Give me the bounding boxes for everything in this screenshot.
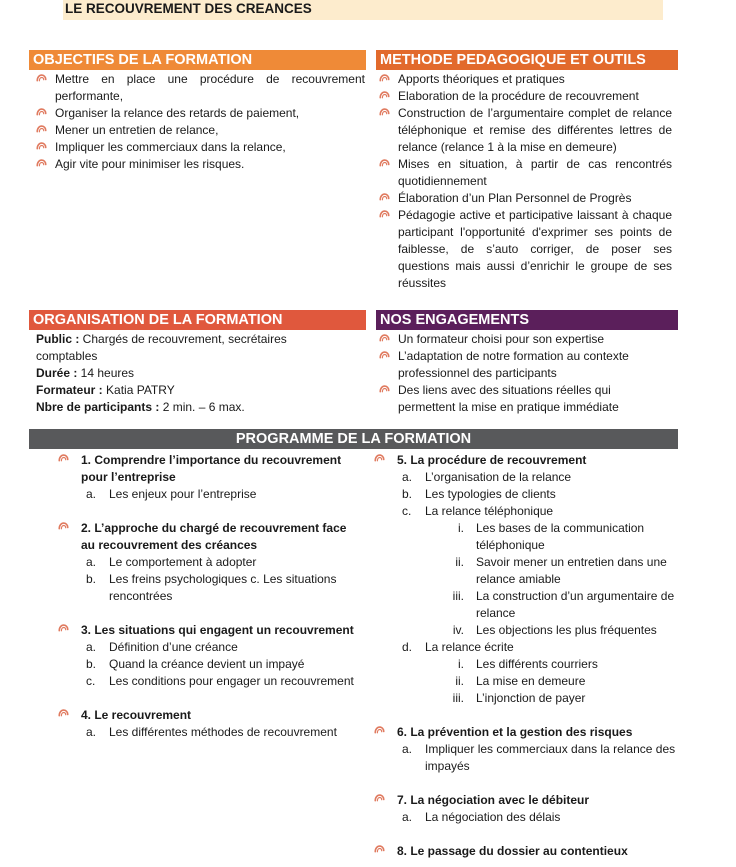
swirl-bullet-icon	[36, 108, 47, 116]
duree-line: Durée : 14 heures	[36, 366, 135, 380]
list-item: Construction de l’argumentaire complet de relance téléphonique et remise des différentes lettres de relance (relance 1 à la mise en demeure)	[376, 105, 672, 156]
programme-item: 4. Le recouvrement	[56, 707, 356, 724]
sub-item: a. Impliquer les commerciaux dans la relance des impayés	[402, 742, 676, 773]
sub-item: a. Les différentes méthodes de recouvrement	[86, 725, 337, 739]
swirl-bullet-icon	[379, 334, 390, 342]
engagements-list	[376, 331, 666, 416]
public-line: Public : Chargés de recouvrement, secrétaires comptables	[36, 332, 287, 363]
methode-heading: METHODE PEDAGOGIQUE ET OUTILS	[376, 50, 678, 70]
list-item: Pédagogie active et participative laissant à chaque participant l'opportunité d'exprimer ses points de faiblesse, de s’auto corriger, de poser ses questions mais aussi d’enrichir le groupe de ses réussites	[376, 207, 672, 292]
methode-list	[376, 71, 672, 292]
swirl-bullet-icon	[379, 385, 390, 393]
sub-sub-item: iv. Les objections les plus fréquentes	[452, 623, 657, 637]
document-title: LE RECOUVREMENT DES CREANCES	[63, 0, 663, 20]
list-item: Elaboration de la procédure de recouvrement	[376, 88, 672, 105]
sub-item: a. La négociation des délais	[402, 810, 561, 824]
sub-item: a. Les enjeux pour l’entreprise	[86, 487, 257, 501]
sub-item: a. Définition d’une créance	[86, 640, 238, 654]
engagements-heading: NOS ENGAGEMENTS	[376, 310, 678, 330]
sub-item: a. Le comportement à adopter	[86, 555, 257, 569]
participants-line: Nbre de participants : 2 min. – 6 max.	[36, 400, 245, 414]
sub-sub-item: ii. La mise en demeure	[455, 674, 586, 688]
sub-item: b. Les freins psychologiques c. Les situations rencontrées	[86, 572, 337, 603]
formateur-line: Formateur : Katia PATRY	[36, 383, 175, 397]
sub-sub-item: i. Les bases de la communication téléphonique	[458, 521, 645, 552]
swirl-bullet-icon	[36, 142, 47, 150]
swirl-bullet-icon	[379, 210, 390, 218]
swirl-bullet-icon	[58, 624, 69, 632]
objectifs-heading: OBJECTIFS DE LA FORMATION	[29, 50, 366, 70]
programme-item: 2. L’approche du chargé de recouvrement face au recouvrement des créances	[56, 520, 356, 554]
sub-sub-item: i. Les différents courriers	[458, 657, 598, 671]
list-item: Apports théoriques et pratiques	[376, 71, 672, 88]
list-item: Élaboration d’un Plan Personnel de Progrès	[376, 190, 672, 207]
organisation-heading: ORGANISATION DE LA FORMATION	[29, 310, 366, 330]
swirl-bullet-icon	[36, 125, 47, 133]
list-item: Mettre en place une procédure de recouvrement performante,	[33, 71, 365, 105]
sub-sub-item: iii. La construction d’un argumentaire de relance	[452, 589, 675, 620]
sub-item: a. L’organisation de la relance	[402, 470, 572, 484]
sub-item: d. La relance écrite	[402, 640, 514, 654]
sub-sub-item: ii. Savoir mener un entretien dans une relance amiable	[455, 555, 667, 586]
swirl-bullet-icon	[379, 193, 390, 201]
sub-item: c. La relance téléphonique	[402, 504, 554, 518]
swirl-bullet-icon	[374, 726, 385, 734]
list-item: Un formateur choisi pour son expertise	[376, 331, 666, 348]
sub-sub-item: iii. L’injonction de payer	[452, 691, 586, 705]
programme-left	[56, 452, 356, 741]
list-item: L’adaptation de notre formation au contexte professionnel des participants	[376, 348, 666, 382]
programme-heading: PROGRAMME DE LA FORMATION	[29, 429, 678, 449]
list-item: Mener un entretien de relance,	[33, 122, 365, 139]
swirl-bullet-icon	[36, 159, 47, 167]
swirl-bullet-icon	[374, 794, 385, 802]
list-item: Des liens avec des situations réelles qui permettent la mise en pratique immédiate	[376, 382, 666, 416]
swirl-bullet-icon	[379, 159, 390, 167]
swirl-bullet-icon	[58, 454, 69, 462]
list-item: Impliquer les commerciaux dans la relance,	[33, 139, 365, 156]
programme-item: 1. Comprendre l’importance du recouvrement pour l’entreprise	[56, 452, 356, 486]
swirl-bullet-icon	[58, 522, 69, 530]
swirl-bullet-icon	[379, 74, 390, 82]
programme-right	[372, 452, 678, 860]
organisation-info	[36, 331, 316, 416]
programme-item: 8. Le passage du dossier au contentieux	[372, 843, 678, 860]
swirl-bullet-icon	[379, 108, 390, 116]
programme-item: 7. La négociation avec le débiteur	[372, 792, 678, 809]
objectifs-list	[33, 71, 365, 173]
sub-item: c. Les conditions pour engager un recouvrement	[86, 674, 354, 688]
swirl-bullet-icon	[58, 709, 69, 717]
swirl-bullet-icon	[374, 845, 385, 853]
programme-item: 3. Les situations qui engagent un recouvrement	[56, 622, 356, 639]
swirl-bullet-icon	[379, 351, 390, 359]
list-item: Mises en situation, à partir de cas rencontrés quotidiennement	[376, 156, 672, 190]
list-item: Organiser la relance des retards de paiement,	[33, 105, 365, 122]
list-item: Agir vite pour minimiser les risques.	[33, 156, 365, 173]
swirl-bullet-icon	[374, 454, 385, 462]
swirl-bullet-icon	[36, 74, 47, 82]
swirl-bullet-icon	[379, 91, 390, 99]
sub-item: b. Les typologies de clients	[402, 487, 556, 501]
programme-item: 5. La procédure de recouvrement	[372, 452, 678, 469]
programme-item: 6. La prévention et la gestion des risques	[372, 724, 678, 741]
sub-item: b. Quand la créance devient un impayé	[86, 657, 305, 671]
